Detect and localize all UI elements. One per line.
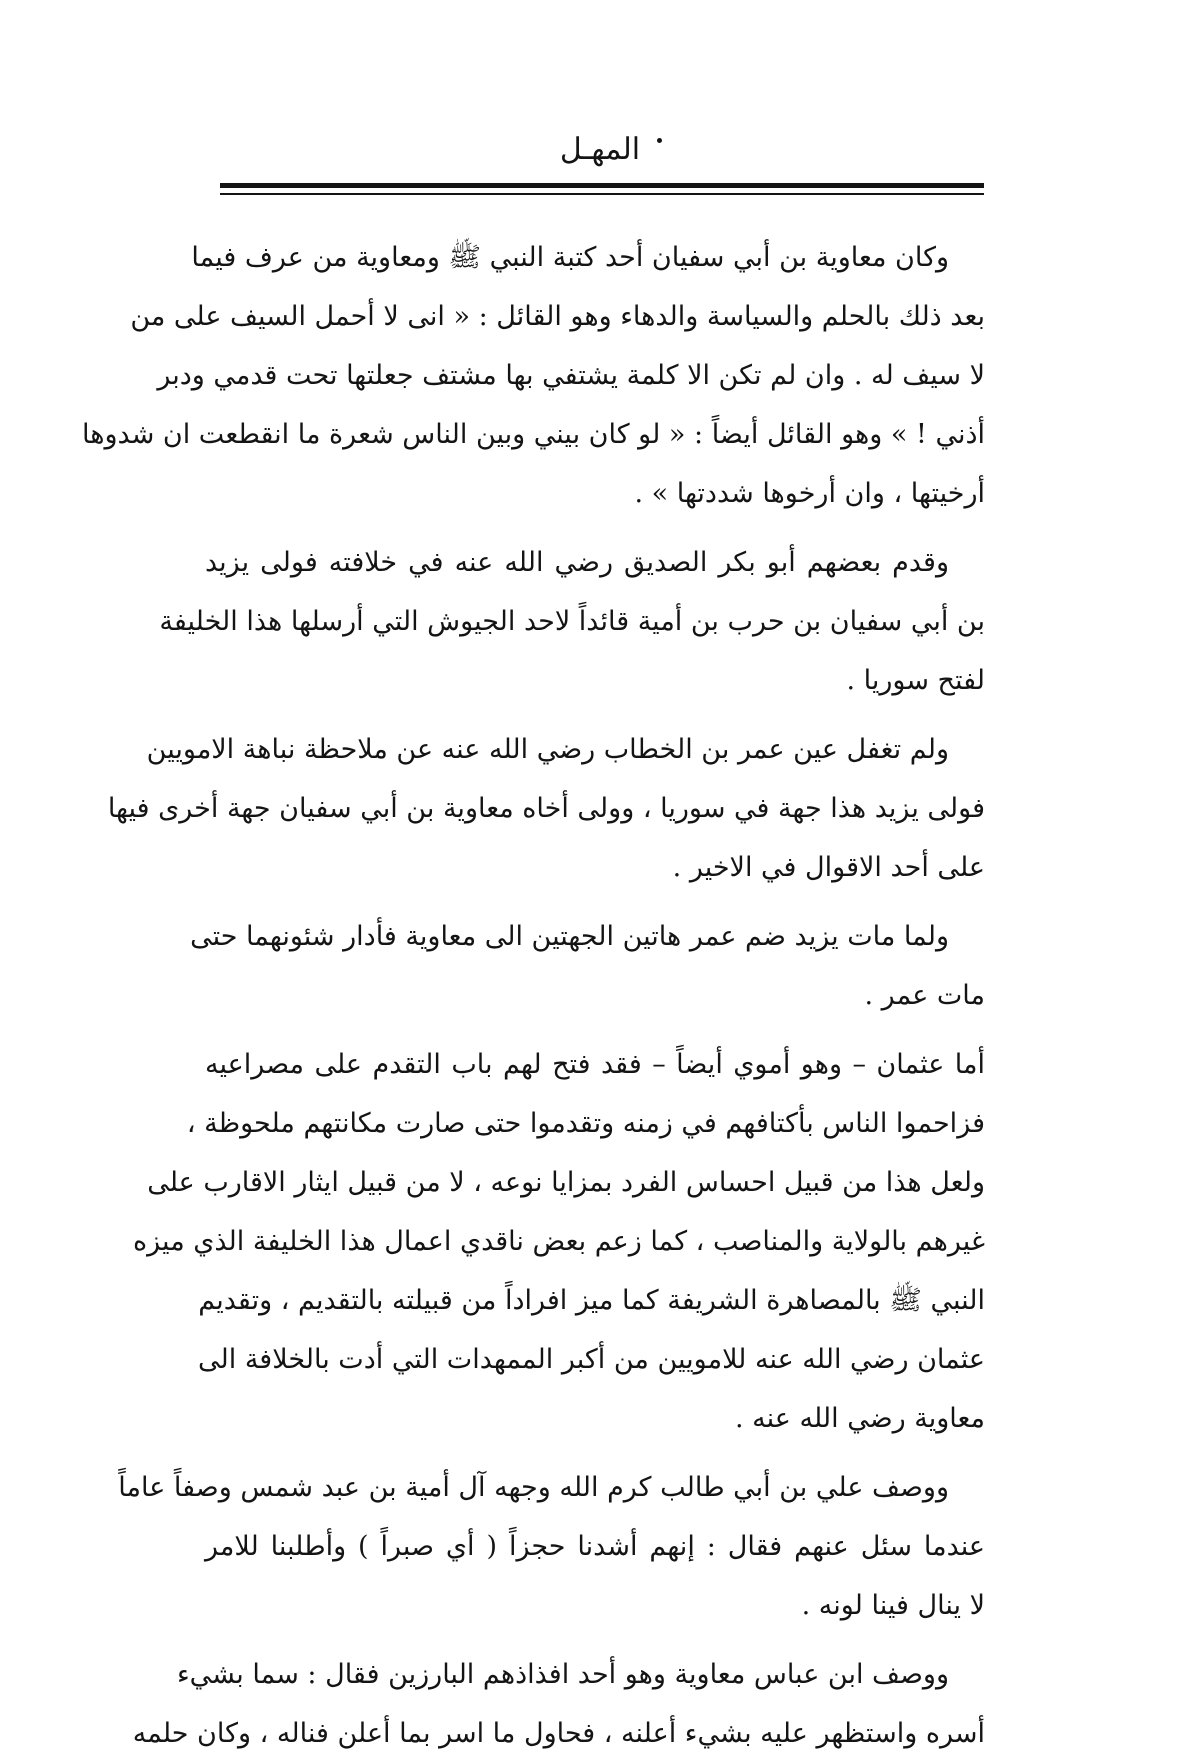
text-line: بعد ذلك بالحلم والسياسة والدهاء وهو القائل : « انى لا أحمل السيف على من xyxy=(130,301,985,332)
text-line: لا سيف له . وان لم تكن الا كلمة يشتفي بها مشتف جعلتها تحت قدمي ودبر xyxy=(157,360,985,391)
paragraph xyxy=(118,1458,985,1635)
text-line: ولما مات يزيد ضم عمر هاتين الجهتين الى معاوية فأدار شئونهما حتى xyxy=(190,921,949,952)
text-line: أرخيتها ، وان أرخوها شددتها » . xyxy=(634,478,985,509)
paragraph xyxy=(132,1645,985,1763)
text-line: مات عمر . xyxy=(864,980,985,1011)
header-rule-thick xyxy=(220,183,984,188)
text-line: ولعل هذا من قبيل احساس الفرد بمزايا نوعه ، لا من قبيل ايثار الاقارب على xyxy=(147,1167,985,1198)
text-line: وقدم بعضهم أبو بكر الصديق رضي الله عنه في خلافته فولى يزيد xyxy=(205,547,949,578)
text-line: لفتح سوريا . xyxy=(846,665,985,696)
paragraph xyxy=(159,533,985,710)
text-line: عندما سئل عنهم فقال : إنهم أشدنا حجزاً ( أي صبراً ) وأطلبنا للامر xyxy=(205,1531,985,1562)
text-line: معاوية رضي الله عنه . xyxy=(734,1403,985,1434)
text-line: غيرهم بالولاية والمناصب ، كما زعم بعض ناقدي اعمال هذا الخليفة الذي ميزه xyxy=(133,1226,985,1257)
text-line: فولى يزيد هذا جهة في سوريا ، وولى أخاه معاوية بن أبي سفيان جهة أخرى فيها xyxy=(107,793,985,824)
text-line: ووصف ابن عباس معاوية وهو أحد افذاذهم البارزين فقال : سما بشيء xyxy=(176,1659,949,1690)
text-line: أسره واستظهر عليه بشيء أعلنه ، فحاول ما اسر بما أعلن فناله ، وكان حلمه xyxy=(132,1718,985,1749)
text-line: وكان معاوية بن أبي سفيان أحد كتبة النبي ﷺ ومعاوية من عرف فيما xyxy=(191,242,949,273)
text-line: فزاحموا الناس بأكتافهم في زمنه وتقدموا حتى صارت مكانتهم ملحوظة ، xyxy=(186,1108,985,1139)
text-line: بن أبي سفيان بن حرب بن أمية قائداً لاحد الجيوش التي أرسلها هذا الخليفة xyxy=(159,606,985,637)
text-line: النبي ﷺ بالمصاهرة الشريفة كما ميز افراداً من قبيلته بالتقديم ، وتقديم xyxy=(198,1285,985,1316)
text-line: أذني ! » وهو القائل أيضاً : « لو كان بيني وبين الناس شعرة ما انقطعت ان شدوها xyxy=(82,419,985,450)
text-line: عثمان رضي الله عنه للامويين من أكبر الممهدات التي أدت بالخلافة الى xyxy=(198,1344,985,1375)
text-line: لا ينال فينا لونه . xyxy=(801,1590,985,1621)
running-head-dot xyxy=(657,138,662,143)
body-text xyxy=(82,228,985,1763)
paragraph xyxy=(82,228,985,523)
paragraph xyxy=(133,1035,985,1448)
paragraph xyxy=(107,720,985,897)
text-line: على أحد الاقوال في الاخير . xyxy=(672,852,985,883)
running-head: المهـل xyxy=(559,132,641,167)
paragraph xyxy=(190,907,985,1025)
header-rule-thin xyxy=(220,193,984,195)
text-line: أما عثمان – وهو أموي أيضاً – فقد فتح لهم باب التقدم على مصراعيه xyxy=(205,1049,985,1080)
text-line: ولم تغفل عين عمر بن الخطاب رضي الله عنه عن ملاحظة نباهة الامويين xyxy=(146,734,949,765)
text-line: ووصف علي بن أبي طالب كرم الله وجهه آل أمية بن عبد شمس وصفاً عاماً xyxy=(118,1472,949,1503)
